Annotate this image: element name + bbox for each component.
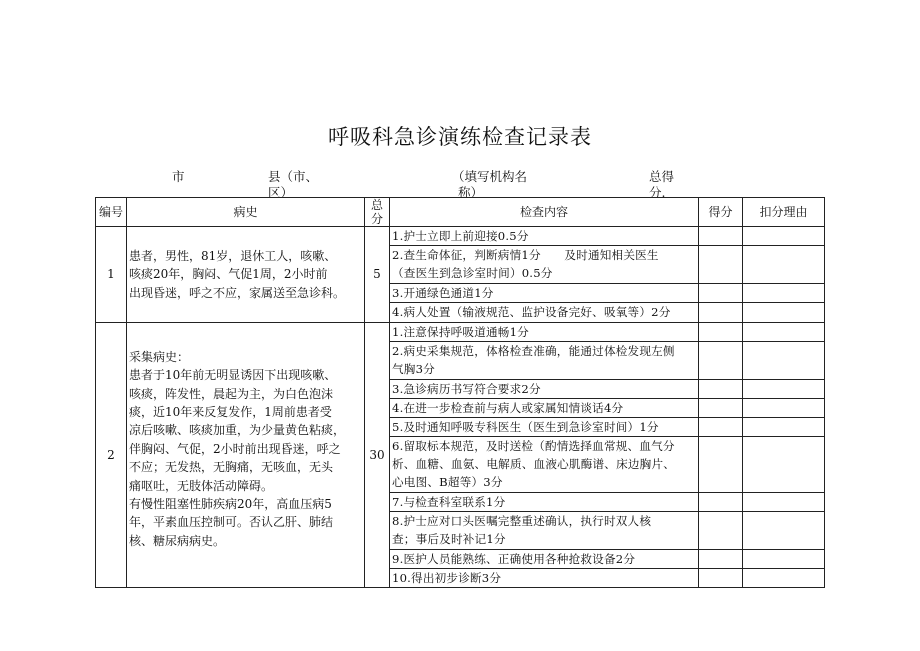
org-name-label-line1: （填写机构名 (452, 169, 528, 184)
table-row (96, 227, 825, 246)
case-history: 采集病史： 患者于10年前无明显诱因下出现咳嗽、 咳痰，阵发性，晨起为主，为白色泡沫 痰，近10年来反复发作，1周前患者受 凉后咳嗽、咳痰加重，为少量黄色粘痰， 伴胸闷、气促，2小时前出现昏迷，呼之 不应；无发热，无胸痛，无咳血，无头 痛呕吐，无肢体活动障碍。 有慢性阻塞性肺疾病20年，高血压病5 年，平素血压控制可。否认乙肝、肺结 核、糖尿病病史。 (127, 322, 365, 587)
check-item: 1.护士立即上前迎接0.5分 (390, 227, 699, 246)
check-item: 6.留取标本规范，及时送检（酌情选择血常规、血气分 析、血糖、血氨、电解质、血液心肌酶谱、床边胸片、 心电图、B超等）3分 (390, 436, 699, 492)
header-score: 得分 (699, 198, 743, 227)
score-cell[interactable] (699, 246, 743, 284)
case-total-score: 5 (365, 227, 390, 323)
reason-cell[interactable] (743, 436, 825, 492)
case-total-score: 30 (365, 322, 390, 587)
org-name-label-line2: 称） (458, 185, 484, 200)
table-row (96, 322, 825, 341)
reason-cell[interactable] (743, 398, 825, 417)
check-item: 2.查生命体征，判断病情1分 及时通知相关医生 （查医生到急诊室时间）0.5分 (390, 246, 699, 284)
county-label-line1: 县（市、 (268, 169, 319, 184)
score-cell[interactable] (699, 341, 743, 379)
check-item: 3.开通绿色通道1分 (390, 283, 699, 302)
score-cell[interactable] (699, 549, 743, 568)
inspection-record-table (95, 197, 825, 588)
case-number: 2 (96, 322, 127, 587)
case-number: 1 (96, 227, 127, 323)
check-item: 4.病人处置（输液规范、监护设备完好、吸氧等）2分 (390, 302, 699, 322)
check-item: 3.急诊病历书写符合要求2分 (390, 379, 699, 398)
check-item: 9.医护人员能熟练、正确使用各种抢救设备2分 (390, 549, 699, 568)
score-cell[interactable] (699, 436, 743, 492)
header-check-content: 检查内容 (390, 198, 699, 227)
score-cell[interactable] (699, 283, 743, 302)
total-score-label-line2: 分. (649, 185, 666, 200)
reason-cell[interactable] (743, 379, 825, 398)
reason-cell[interactable] (743, 322, 825, 341)
check-item: 7.与检查科室联系1分 (390, 492, 699, 511)
reason-cell[interactable] (743, 227, 825, 246)
reason-cell[interactable] (743, 511, 825, 549)
reason-cell[interactable] (743, 302, 825, 322)
reason-cell[interactable] (743, 417, 825, 436)
score-cell[interactable] (699, 511, 743, 549)
score-cell[interactable] (699, 322, 743, 341)
reason-cell[interactable] (743, 283, 825, 302)
header-total-score: 总分 (365, 198, 390, 227)
header-deduction-reason: 扣分理由 (743, 198, 825, 227)
check-item: 8.护士应对口头医嘱完整重述确认，执行时双人核 查；事后及时补记1分 (390, 511, 699, 549)
score-cell[interactable] (699, 398, 743, 417)
check-item: 4.在进一步检查前与病人或家属知情谈话4分 (390, 398, 699, 417)
header-case-history: 病史 (127, 198, 365, 227)
score-cell[interactable] (699, 379, 743, 398)
score-cell[interactable] (699, 568, 743, 587)
table-header-row (96, 198, 825, 227)
score-cell[interactable] (699, 302, 743, 322)
case-history: 患者，男性，81岁，退休工人，咳嗽、 咳痰20年，胸闷、气促1周，2小时前 出现昏迷，呼之不应，家属送至急诊科。 (127, 227, 365, 323)
check-item: 5.及时通知呼吸专科医生（医生到急诊室时间）1分 (390, 417, 699, 436)
check-item: 2.病史采集规范，体格检查准确，能通过体检发现左侧 气胸3分 (390, 341, 699, 379)
reason-cell[interactable] (743, 568, 825, 587)
check-item: 10.得出初步诊断3分 (390, 568, 699, 587)
score-cell[interactable] (699, 227, 743, 246)
header-number: 编号 (96, 198, 127, 227)
page-title: 呼吸科急诊演练检查记录表 (328, 125, 592, 149)
score-cell[interactable] (699, 492, 743, 511)
reason-cell[interactable] (743, 341, 825, 379)
score-cell[interactable] (699, 417, 743, 436)
county-label-line2: 区） (268, 185, 294, 200)
total-score-label-line1: 总得 (649, 169, 675, 184)
city-label: 市 (172, 169, 185, 184)
reason-cell[interactable] (743, 246, 825, 284)
check-item: 1.注意保持呼吸道通畅1分 (390, 322, 699, 341)
reason-cell[interactable] (743, 549, 825, 568)
reason-cell[interactable] (743, 492, 825, 511)
